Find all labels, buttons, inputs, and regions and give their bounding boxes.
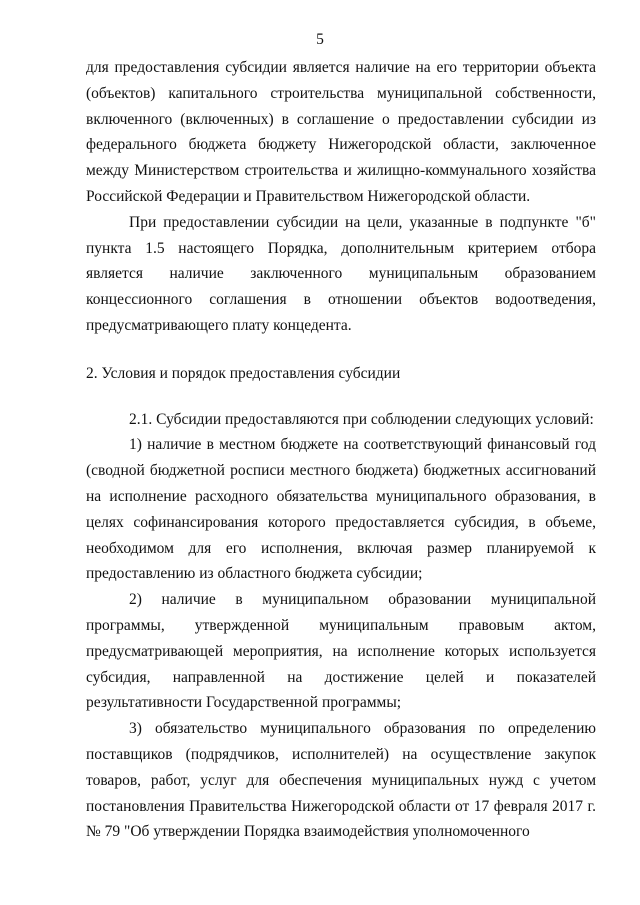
document-body [86, 55, 596, 845]
section-title: 2. Условия и порядок предоставления субсидии [86, 364, 401, 382]
paragraph-condition-2: 2) наличие в муниципальном образовании муниципальной программы, утвержденной муниципальным правовым актом, предусматривающей мероприятия, на исполнение которых используется субсидия, направленной на достижение целей и показателей результативности Государственной программы; [86, 591, 596, 712]
paragraph-2-1: 2.1. Субсидии предоставляются при соблюдении следующих условий: [129, 410, 594, 428]
paragraph-condition-3: 3) обязательство муниципального образования по определению поставщиков (подрядчиков, исполнителей) на осуществление закупок товаров, работ, услуг для обеспечения муниципальных нужд с учетом постановления Правительства Нижегородской области от 17 февраля 2017 г. № 79 "Об утверждении Порядка взаимодействия уполномоченного [86, 720, 596, 841]
paragraph-continuation: для предоставления субсидии является наличие на его территории объекта (объектов) капитального строительства муниципальной собственности, включенного (включенных) в соглашение о предоставлении субсидии из федерального бюджета бюджету Нижегородской области, заключенное между Министерством строительства и жилищно-коммунального хозяйства Российской Федерации и Правительством Нижегородской области. [86, 59, 596, 205]
paragraph-condition-1: 1) наличие в местном бюджете на соответствующий финансовый год (сводной бюджетной росписи местного бюджета) бюджетных ассигнований на исполнение расходного обязательства муниципального образования, в целях софинансирования которого предоставляется субсидия, в объеме, необходимом для его исполнения, включая размер планируемой к предоставлению из областного бюджета субсидии; [86, 436, 596, 583]
page-number: 5 [316, 31, 324, 48]
paragraph-additional-criterion: При предоставлении субсидии на цели, указанные в подпункте "б" пункта 1.5 настоящего Порядка, дополнительным критерием отбора является наличие заключенного муниципальным образованием концессионного соглашения в отношении объектов водоотведения, предусматривающего плату концедента. [86, 213, 596, 334]
